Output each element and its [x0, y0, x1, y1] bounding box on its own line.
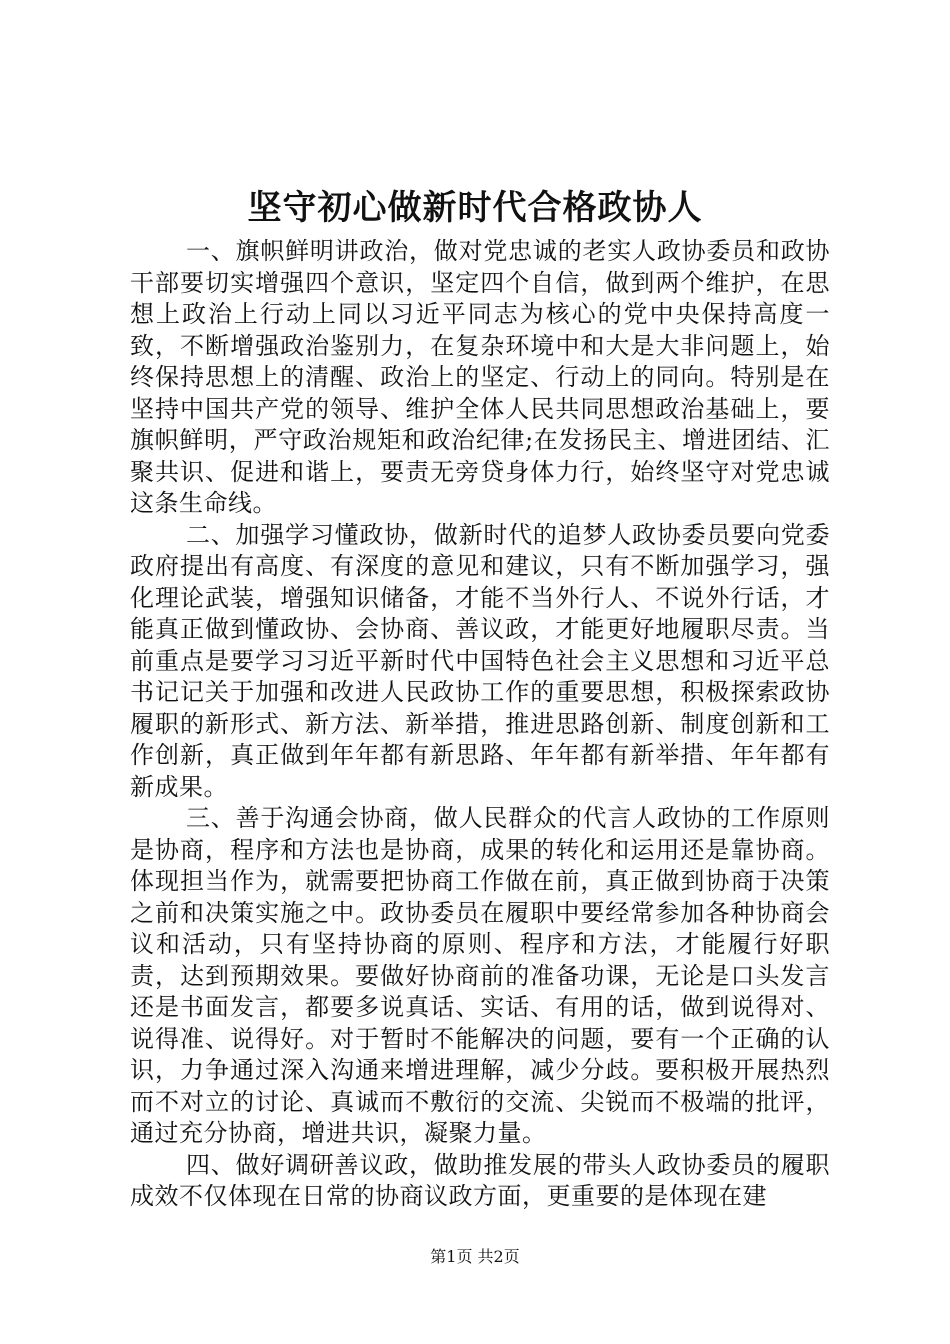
page-total: 共2页 — [477, 1247, 520, 1266]
paragraph-2: 二、加强学习懂政协，做新时代的追梦人政协委员要向党委政府提出有高度、有深度的意见和建议，只有不断加强学习，强化理论武装，增强知识储备，才能不当外行人、不说外行话，才能真正做到懂政协、会协商、善议政，才能更好地履职尽责。当前重点是要学习习近平新时代中国特色社会主义思想和习近平总书记记关于加强和改进人民政协工作的重要思想，积极探索政协履职的新形式、新方法、新举措，推进思路创新、制度创新和工作创新，真正做到年年都有新思路、年年都有新举措、年年都有新成果。 — [130, 520, 830, 801]
page-footer — [0, 1246, 950, 1268]
paragraph-1: 一、旗帜鲜明讲政治，做对党忠诚的老实人政协委员和政协干部要切实增强四个意识，坚定四个自信，做到两个维护，在思想上政治上行动上同以习近平同志为核心的党中央保持高度一致，不断增强政治鉴别力，在复杂环境中和大是大非问题上，始终保持思想上的清醒、政治上的坚定、行动上的同向。特别是在坚持中国共产党的领导、维护全体人民共同思想政治基础上，要旗帜鲜明，严守政治规矩和政治纪律;在发扬民主、增进团结、汇聚共识、促进和谐上，要责无旁贷身体力行，始终坚守对党忠诚这条生命线。 — [130, 237, 830, 517]
paragraph-3: 三、善于沟通会协商，做人民群众的代言人政协的工作原则是协商，程序和方法也是协商，成果的转化和运用还是靠协商。体现担当作为，就需要把协商工作做在前，真正做到协商于决策之前和决策实施之中。政协委员在履职中要经常参加各种协商会议和活动，只有坚持协商的原则、程序和方法，才能履行好职责，达到预期效果。要做好协商前的准备功课，无论是口头发言还是书面发言，都要多说真话、实话、有用的话，做到说得对、说得准、说得好。对于暂时不能解决的问题，要有一个正确的认识，力争通过深入沟通来增进理解，减少分歧。要积极开展热烈而不对立的讨论、真诚而不敷衍的交流、尖锐而不极端的批评，通过充分协商，增进共识，凝聚力量。 — [130, 804, 830, 1147]
page-number: 第1页 — [430, 1247, 473, 1266]
paragraph-4: 四、做好调研善议政，做助推发展的带头人政协委员的履职成效不仅体现在日常的协商议政方面，更重要的是体现在建 — [130, 1150, 830, 1210]
document-title: 坚守初心做新时代合格政协人 — [247, 188, 703, 228]
document-body — [130, 236, 830, 1213]
